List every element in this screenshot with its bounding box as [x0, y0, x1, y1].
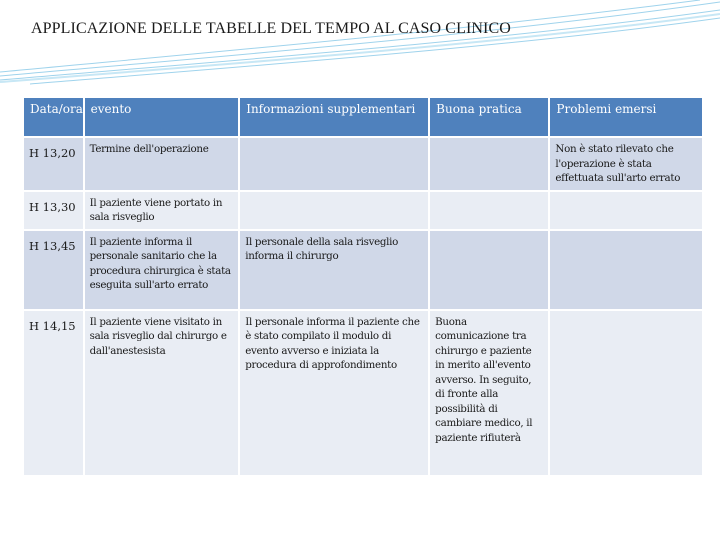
header-evento: evento	[85, 98, 239, 136]
cell-buona-pratica	[430, 231, 548, 309]
cell-problemi	[550, 192, 702, 229]
header-problemi-emersi: Problemi emersi	[550, 98, 702, 136]
table-header-row	[24, 98, 702, 136]
cell-info: Il personale informa il paziente che è stato compilato il modulo di evento avverso e iniziata la procedura di approfondimento	[240, 311, 428, 475]
cell-problemi	[550, 231, 702, 309]
cell-time: H 13,20	[24, 138, 83, 190]
cell-time: H 13,30	[24, 192, 83, 229]
cell-info: Il personale della sala risveglio informa il chirurgo	[240, 231, 428, 309]
cell-info	[240, 138, 428, 190]
cell-problemi	[550, 311, 702, 475]
cell-evento: Il paziente informa il personale sanitario che la procedura chirurgica è stata eseguita sull'arto errato	[85, 231, 239, 309]
cell-evento: Il paziente viene visitato in sala risveglio dal chirurgo e dall'anestesista	[85, 311, 239, 475]
cell-time: H 14,15	[24, 311, 83, 475]
table-row	[24, 138, 702, 190]
cell-buona-pratica	[430, 192, 548, 229]
clinical-timeline-table	[22, 96, 704, 477]
cell-buona-pratica: Buona comunicazione tra chirurgo e paziente in merito all'evento avverso. In seguito, di fronte alla possibilità di cambiare medico, il paziente rifiuterà	[430, 311, 548, 475]
decorative-swoosh	[0, 0, 720, 90]
cell-buona-pratica	[430, 138, 548, 190]
header-buona-pratica: Buona pratica	[430, 98, 548, 136]
table-row	[24, 311, 702, 475]
cell-problemi: Non è stato rilevato che l'operazione è stata effettuata sull'arto errato	[550, 138, 702, 190]
cell-time: H 13,45	[24, 231, 83, 309]
header-data-ora: Data/ora	[24, 98, 83, 136]
cell-info	[240, 192, 428, 229]
header-informazioni: Informazioni supplementari	[240, 98, 428, 136]
page-title: APPLICAZIONE DELLE TABELLE DEL TEMPO AL CASO CLINICO	[31, 20, 511, 37]
table-row	[24, 192, 702, 229]
table-row	[24, 231, 702, 309]
cell-evento: Il paziente viene portato in sala risveglio	[85, 192, 239, 229]
cell-evento: Termine dell'operazione	[85, 138, 239, 190]
